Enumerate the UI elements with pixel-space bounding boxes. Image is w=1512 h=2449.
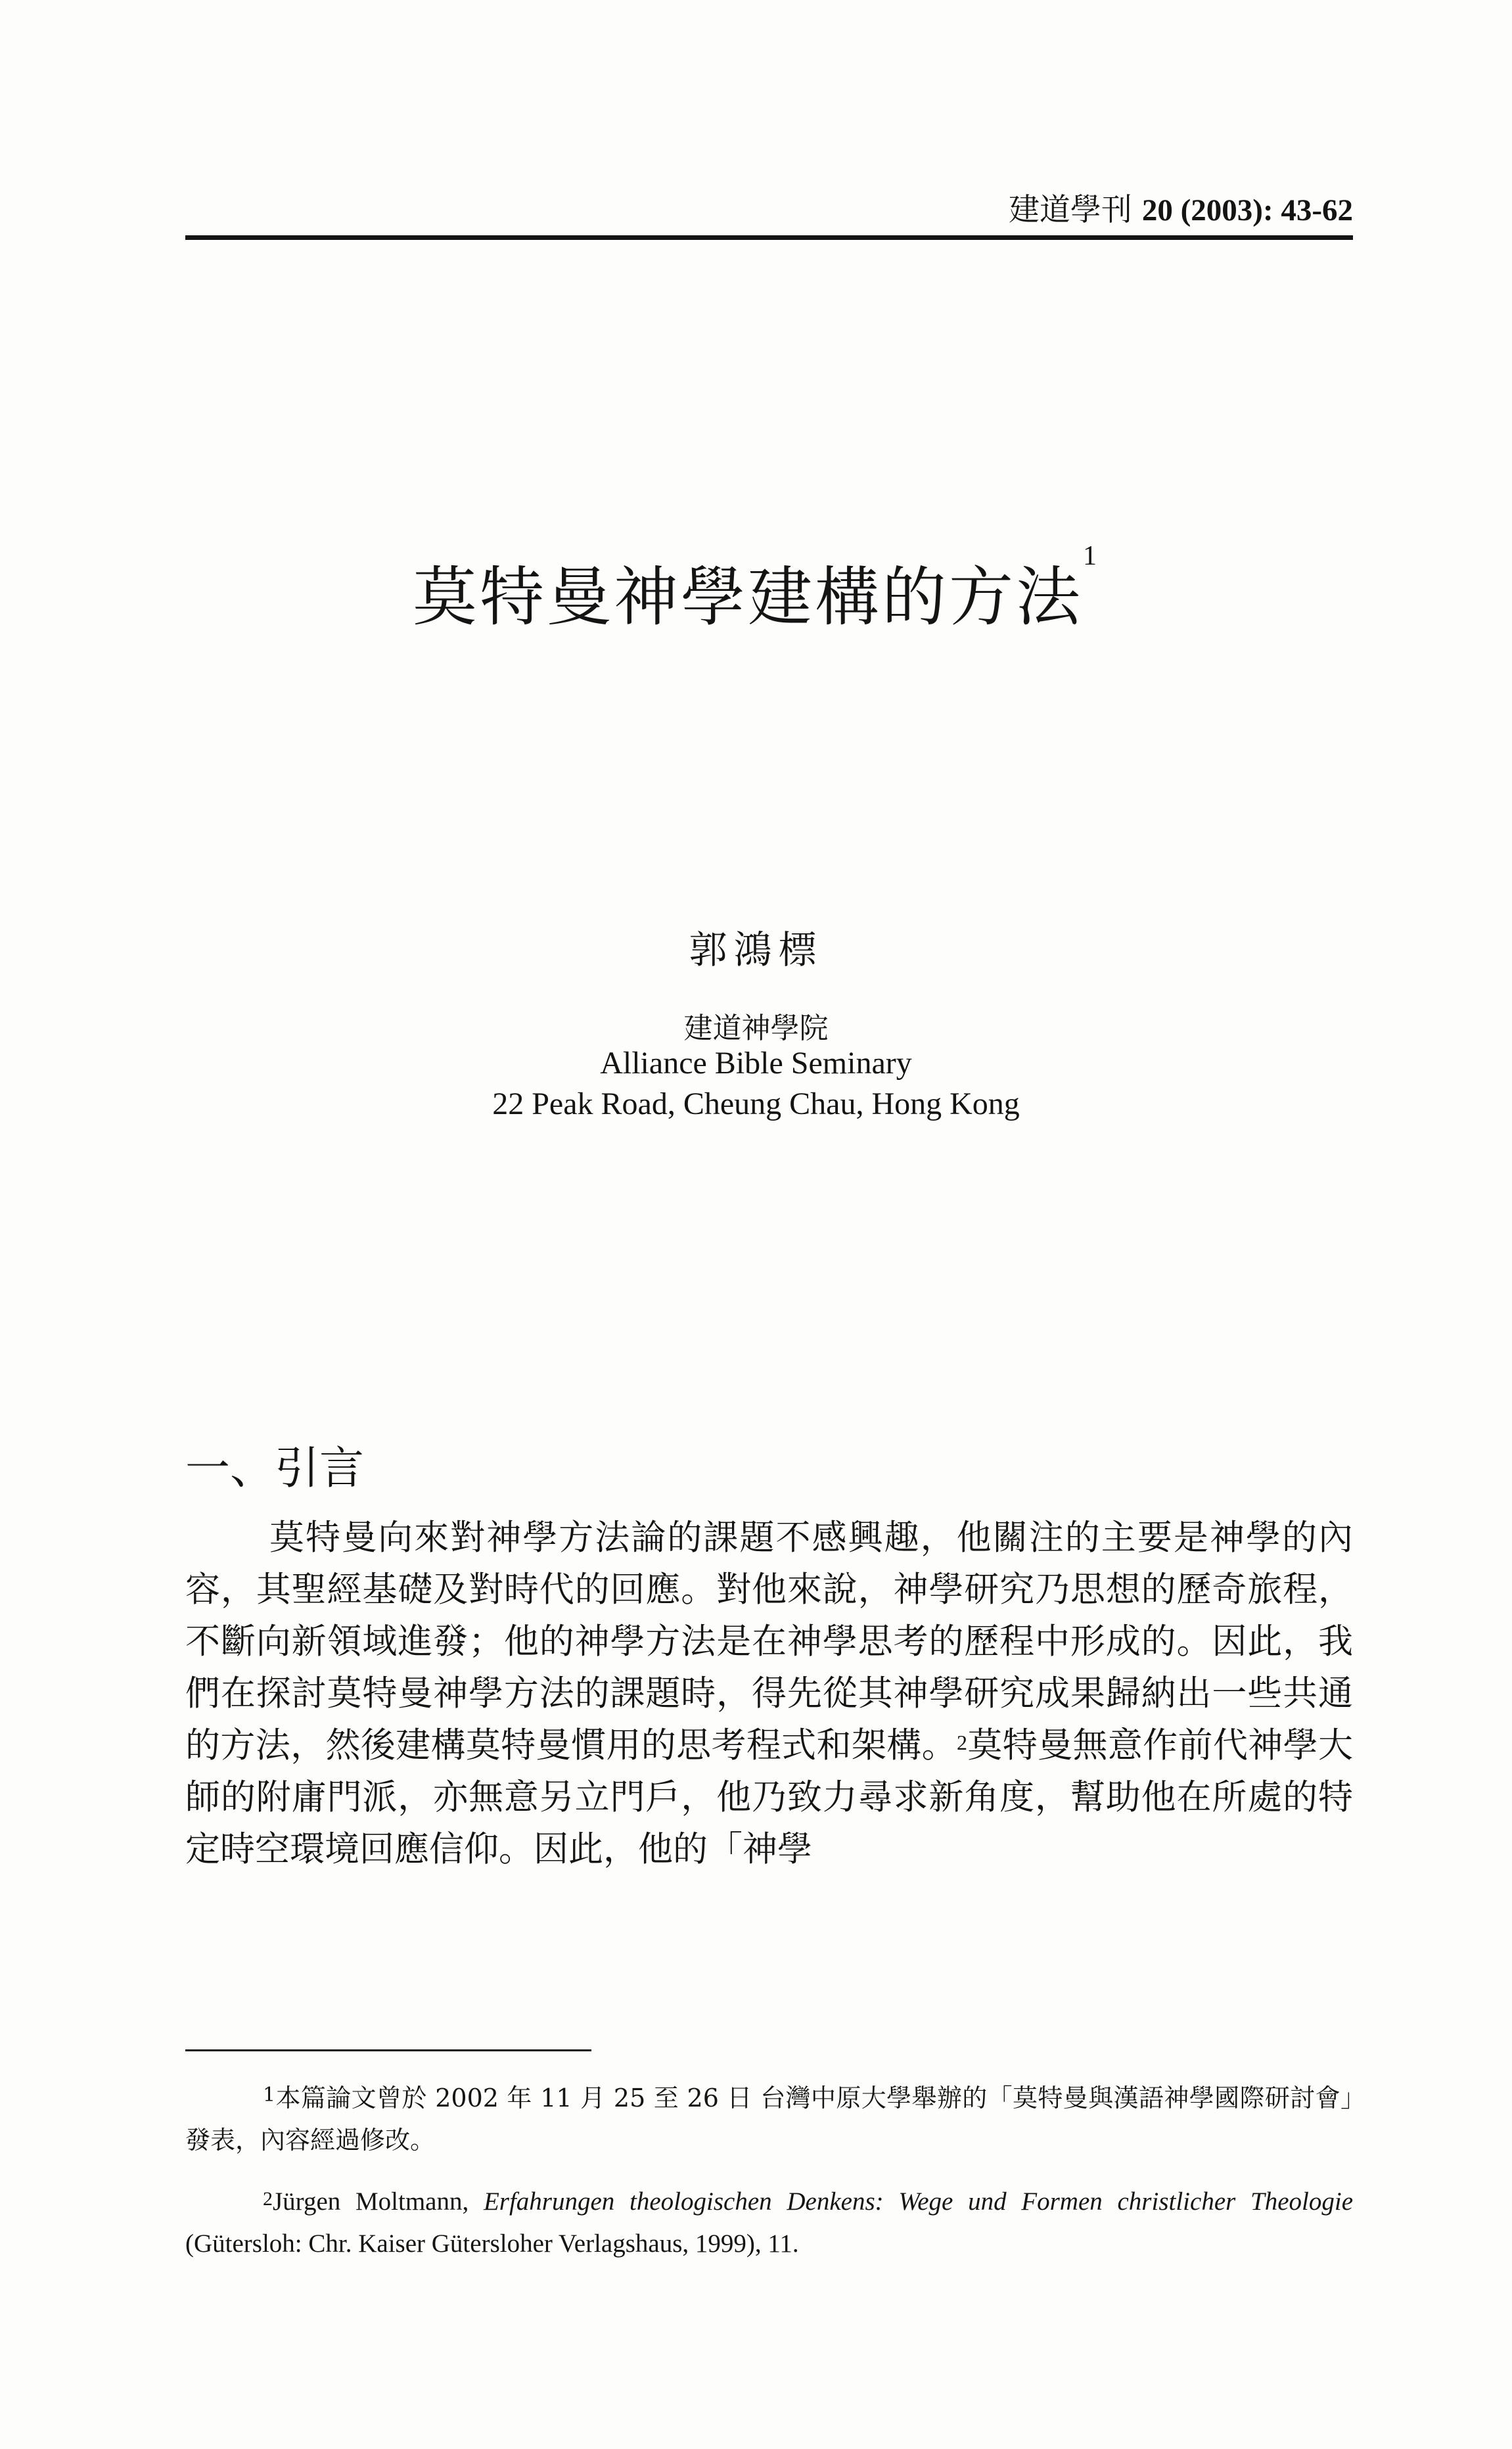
- footnote-2-author: Jürgen Moltmann,: [273, 2187, 484, 2216]
- title-footnote-marker[interactable]: 1: [1083, 541, 1099, 571]
- article-title: [0, 541, 1512, 638]
- title-text: 莫特曼神學建構的方法: [412, 560, 1083, 635]
- author-name: 郭鴻標: [689, 927, 823, 972]
- affiliation-english: Alliance Bible Seminary: [600, 1046, 912, 1081]
- affiliation-chinese: 建道神學院: [683, 1012, 829, 1045]
- body-text-part-1: 莫特曼向來對神學方法論的課題不感興趣，他關注的主要是神學的內容，其聖經基礎及對時代的回應。對他來說，神學研究乃思想的歷奇旅程，不斷向新領域進發；他的神學方法是在神學思考的歷程中形成的。因此，我們在探討莫特曼神學方法的課題時，得先從其神學研究成果歸納出一些共通的方法，然後建構莫特曼慣用的思考程式和架構。: [185, 1518, 1353, 1765]
- footnote-1: [185, 2077, 1353, 2161]
- volume-pages: 20 (2003): 43-62: [1141, 193, 1353, 227]
- footnote-2: [185, 2181, 1353, 2265]
- body-paragraph: [185, 1512, 1353, 1875]
- footnote-2-publication: (Gütersloh: Chr. Kaiser Gütersloher Verlagshaus, 1999), 11.: [185, 2229, 799, 2258]
- footnote-2-number: 2: [263, 2188, 273, 2210]
- footnote-1-number: 1: [263, 2084, 276, 2107]
- footnote-separator: [185, 2049, 591, 2051]
- journal-name: 建道學刊: [1008, 192, 1132, 228]
- affiliation-address: 22 Peak Road, Cheung Chau, Hong Kong: [492, 1086, 1020, 1121]
- header-rule: [185, 235, 1353, 240]
- footnote-2-book-title: Erfahrungen theologischen Denkens: Wege und Formen christlicher Theologie: [483, 2187, 1354, 2216]
- journal-header: [1009, 185, 1353, 229]
- footnote-1-text: 本篇論文曾於 2002 年 11 月 25 至 26 日 台灣中原大學舉辦的「莫特曼與漢語神學國際研討會」發表，內容經過修改。: [185, 2084, 1353, 2155]
- body-footnote-marker[interactable]: 2: [957, 1731, 967, 1754]
- body-text-part-2: 莫特曼無意作前代神學大師的附庸門派，亦無意另立門戶，他乃致力尋求新角度，幫助他在所處的特定時空環境回應信仰。因此，他的「神學: [185, 1725, 1353, 1869]
- section-heading: 一、引言: [185, 1443, 365, 1495]
